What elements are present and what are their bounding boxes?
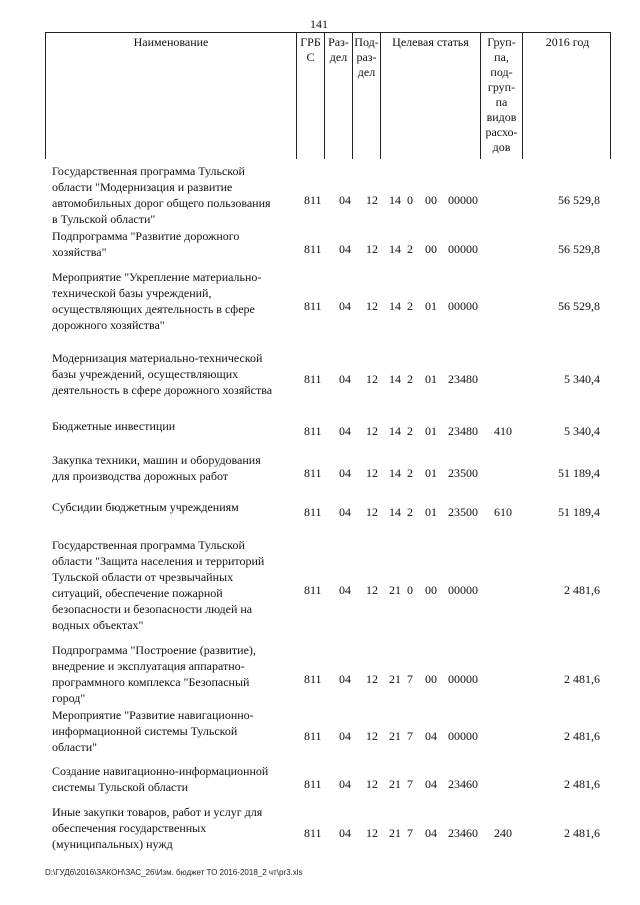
cell-c4: 23500 bbox=[448, 466, 478, 480]
cell-amt: 2 481,6 bbox=[564, 729, 600, 743]
row-name bbox=[52, 804, 294, 852]
row-name-line: Субсидии бюджетным учреждениям bbox=[52, 500, 239, 514]
row-name-line: водных объектах" bbox=[52, 618, 144, 632]
cell-c3: 00 bbox=[425, 193, 437, 207]
row-name-line: для производства дорожных работ bbox=[52, 469, 229, 483]
row-name bbox=[52, 707, 294, 755]
header-gruppa-line: Груп- bbox=[487, 35, 516, 49]
header-razdel bbox=[324, 33, 352, 159]
cell-amt: 5 340,4 bbox=[564, 372, 600, 386]
row-name-line: Тульской области от чрезвычайных bbox=[52, 570, 234, 584]
cell-razd: 04 bbox=[339, 193, 351, 207]
cell-grbs: 811 bbox=[304, 424, 322, 438]
cell-c3: 00 bbox=[425, 672, 437, 686]
header-gruppa-line: под- bbox=[490, 65, 513, 79]
cell-c4: 00000 bbox=[448, 242, 478, 256]
cell-grbs: 811 bbox=[304, 826, 322, 840]
cell-podr: 12 bbox=[366, 193, 378, 207]
cell-amt: 2 481,6 bbox=[564, 826, 600, 840]
cell-c4: 00000 bbox=[448, 299, 478, 313]
cell-c2: 0 bbox=[407, 193, 413, 207]
cell-grbs: 811 bbox=[304, 372, 322, 386]
row-name-line: области "Защита населения и территорий bbox=[52, 554, 265, 568]
cell-c1: 21 bbox=[389, 777, 401, 791]
row-name-line: обеспечения государственных bbox=[52, 821, 207, 835]
cell-razd: 04 bbox=[339, 299, 351, 313]
cell-c1: 14 bbox=[389, 193, 401, 207]
cell-c4: 00000 bbox=[448, 193, 478, 207]
row-name-line: осуществляющих деятельность в сфере bbox=[52, 302, 255, 316]
header-gruppa-line: видов bbox=[486, 110, 517, 124]
row-name bbox=[52, 537, 294, 633]
cell-razd: 04 bbox=[339, 505, 351, 519]
cell-c3: 01 bbox=[425, 505, 437, 519]
cell-razd: 04 bbox=[339, 583, 351, 597]
cell-c1: 14 bbox=[389, 424, 401, 438]
cell-c4: 23460 bbox=[448, 826, 478, 840]
cell-grbs: 811 bbox=[304, 299, 322, 313]
header-podrazdel-line: дел bbox=[357, 65, 376, 79]
row-name-line: Мероприятие "Укрепление материально- bbox=[52, 270, 262, 284]
cell-c2: 2 bbox=[407, 424, 413, 438]
row-name-line: информационной системы Тульской bbox=[52, 724, 238, 738]
table-header bbox=[45, 32, 611, 159]
cell-c2: 7 bbox=[407, 777, 413, 791]
cell-grbs: 811 bbox=[304, 672, 322, 686]
row-name-line: технической базы учреждений, bbox=[52, 286, 212, 300]
cell-c3: 00 bbox=[425, 583, 437, 597]
row-name-line: базы учреждений, осуществляющих bbox=[52, 367, 239, 381]
cell-grbs: 811 bbox=[304, 242, 322, 256]
cell-podr: 12 bbox=[366, 505, 378, 519]
cell-c3: 04 bbox=[425, 777, 437, 791]
cell-c2: 0 bbox=[407, 583, 413, 597]
cell-podr: 12 bbox=[366, 583, 378, 597]
header-gruppa-line: па bbox=[495, 95, 508, 109]
cell-c3: 01 bbox=[425, 424, 437, 438]
header-grbs-line: ГРБ bbox=[300, 35, 321, 49]
cell-grbs: 811 bbox=[304, 193, 322, 207]
row-name bbox=[52, 269, 294, 333]
cell-c1: 21 bbox=[389, 583, 401, 597]
row-name-line: внедрение и эксплуатация аппаратно- bbox=[52, 659, 245, 673]
cell-grbs: 811 bbox=[304, 505, 322, 519]
header-gruppa-line: расхо- bbox=[485, 125, 518, 139]
row-name bbox=[52, 350, 294, 398]
row-name-line: системы Тульской области bbox=[52, 780, 189, 794]
header-gruppa-line: па, bbox=[494, 50, 509, 64]
cell-c4: 23500 bbox=[448, 505, 478, 519]
cell-amt: 2 481,6 bbox=[564, 777, 600, 791]
cell-c1: 14 bbox=[389, 505, 401, 519]
cell-amt: 56 529,8 bbox=[558, 193, 600, 207]
cell-c4: 00000 bbox=[448, 672, 478, 686]
cell-c4: 00000 bbox=[448, 583, 478, 597]
row-name-line: Иные закупки товаров, работ и услуг для bbox=[52, 805, 263, 819]
cell-c3: 04 bbox=[425, 826, 437, 840]
row-name bbox=[52, 499, 294, 515]
row-name-line: Создание навигационно-информационной bbox=[52, 764, 269, 778]
cell-c1: 14 bbox=[389, 466, 401, 480]
cell-c3: 04 bbox=[425, 729, 437, 743]
cell-c2: 2 bbox=[407, 242, 413, 256]
cell-grbs: 811 bbox=[304, 729, 322, 743]
cell-amt: 56 529,8 bbox=[558, 299, 600, 313]
cell-c1: 14 bbox=[389, 372, 401, 386]
row-name-line: ситуаций, обеспечение пожарной bbox=[52, 586, 223, 600]
cell-grp: 410 bbox=[494, 424, 512, 438]
cell-razd: 04 bbox=[339, 777, 351, 791]
cell-c1: 21 bbox=[389, 672, 401, 686]
cell-razd: 04 bbox=[339, 466, 351, 480]
cell-grbs: 811 bbox=[304, 583, 322, 597]
row-name-line: безопасности и безопасности людей на bbox=[52, 602, 253, 616]
cell-c4: 23480 bbox=[448, 372, 478, 386]
cell-grbs: 811 bbox=[304, 466, 322, 480]
row-name-line: в Тульской области" bbox=[52, 212, 156, 226]
cell-c1: 14 bbox=[389, 299, 401, 313]
row-name-line: деятельность в сфере дорожного хозяйства bbox=[52, 383, 273, 397]
header-grbs-line: С bbox=[306, 50, 315, 64]
cell-grp: 240 bbox=[494, 826, 512, 840]
cell-grbs: 811 bbox=[304, 777, 322, 791]
cell-podr: 12 bbox=[366, 826, 378, 840]
cell-podr: 12 bbox=[366, 466, 378, 480]
cell-podr: 12 bbox=[366, 242, 378, 256]
cell-razd: 04 bbox=[339, 729, 351, 743]
row-name-line: программного комплекса "Безопасный bbox=[52, 675, 250, 689]
cell-amt: 2 481,6 bbox=[564, 583, 600, 597]
cell-grp: 610 bbox=[494, 505, 512, 519]
cell-c1: 14 bbox=[389, 242, 401, 256]
cell-c2: 7 bbox=[407, 672, 413, 686]
cell-c3: 01 bbox=[425, 372, 437, 386]
header-podrazdel-line: Под- bbox=[354, 35, 379, 49]
cell-podr: 12 bbox=[366, 424, 378, 438]
cell-c2: 2 bbox=[407, 466, 413, 480]
cell-razd: 04 bbox=[339, 372, 351, 386]
cell-razd: 04 bbox=[339, 672, 351, 686]
header-gruppa bbox=[480, 33, 522, 159]
cell-c4: 23480 bbox=[448, 424, 478, 438]
cell-c3: 00 bbox=[425, 242, 437, 256]
cell-razd: 04 bbox=[339, 424, 351, 438]
cell-podr: 12 bbox=[366, 777, 378, 791]
header-razdel-line: дел bbox=[329, 50, 348, 64]
header-year: 2016 год bbox=[522, 33, 612, 159]
page-number: 141 bbox=[310, 17, 328, 31]
row-name bbox=[52, 163, 294, 227]
file-path-footer: D:\ГУД6\2016\ЗАКОН\ЗАС_26\Изм. бюджет ТО 2016-2018_2 чт\pr3.xls bbox=[45, 868, 303, 877]
cell-c1: 21 bbox=[389, 826, 401, 840]
row-name bbox=[52, 228, 294, 260]
cell-razd: 04 bbox=[339, 826, 351, 840]
cell-amt: 2 481,6 bbox=[564, 672, 600, 686]
row-name-line: город" bbox=[52, 691, 86, 705]
row-name-line: дорожного хозяйства" bbox=[52, 318, 165, 332]
row-name-line: Бюджетные инвестиции bbox=[52, 419, 176, 433]
header-gruppa-line: дов bbox=[492, 140, 511, 154]
cell-podr: 12 bbox=[366, 372, 378, 386]
cell-c2: 7 bbox=[407, 826, 413, 840]
cell-amt: 51 189,4 bbox=[558, 505, 600, 519]
cell-amt: 56 529,8 bbox=[558, 242, 600, 256]
row-name-line: Закупка техники, машин и оборудования bbox=[52, 453, 261, 467]
cell-c4: 00000 bbox=[448, 729, 478, 743]
row-name-line: Мероприятие "Развитие навигационно- bbox=[52, 708, 254, 722]
row-name bbox=[52, 418, 294, 434]
row-name-line: области" bbox=[52, 740, 98, 754]
header-grbs bbox=[296, 33, 324, 159]
row-name-line: Подпрограмма "Построение (развитие), bbox=[52, 643, 256, 657]
header-celevaya: Целевая статья bbox=[380, 33, 480, 159]
row-name bbox=[52, 452, 294, 484]
cell-podr: 12 bbox=[366, 672, 378, 686]
row-name-line: Модернизация материально-технической bbox=[52, 351, 263, 365]
cell-c3: 01 bbox=[425, 466, 437, 480]
row-name-line: хозяйства" bbox=[52, 245, 107, 259]
header-gruppa-line: груп- bbox=[487, 80, 516, 94]
cell-c2: 2 bbox=[407, 299, 413, 313]
header-podrazdel-line: раз- bbox=[356, 50, 377, 64]
cell-c2: 2 bbox=[407, 505, 413, 519]
cell-amt: 5 340,4 bbox=[564, 424, 600, 438]
cell-amt: 51 189,4 bbox=[558, 466, 600, 480]
row-name-line: Подпрограмма "Развитие дорожного bbox=[52, 229, 240, 243]
row-name bbox=[52, 763, 294, 795]
header-name: Наименование bbox=[133, 35, 209, 49]
cell-c2: 7 bbox=[407, 729, 413, 743]
cell-c4: 23460 bbox=[448, 777, 478, 791]
cell-razd: 04 bbox=[339, 242, 351, 256]
row-name-line: (муниципальных) нужд bbox=[52, 837, 173, 851]
row-name-line: автомобильных дорог общего пользования bbox=[52, 196, 271, 210]
row-name-line: Государственная программа Тульской bbox=[52, 164, 245, 178]
cell-c2: 2 bbox=[407, 372, 413, 386]
cell-podr: 12 bbox=[366, 729, 378, 743]
cell-c3: 01 bbox=[425, 299, 437, 313]
header-razdel-line: Раз- bbox=[328, 35, 349, 49]
cell-c1: 21 bbox=[389, 729, 401, 743]
cell-podr: 12 bbox=[366, 299, 378, 313]
row-name-line: Государственная программа Тульской bbox=[52, 538, 245, 552]
row-name-line: области "Модернизация и развитие bbox=[52, 180, 233, 194]
row-name bbox=[52, 642, 294, 706]
header-podrazdel bbox=[352, 33, 380, 159]
